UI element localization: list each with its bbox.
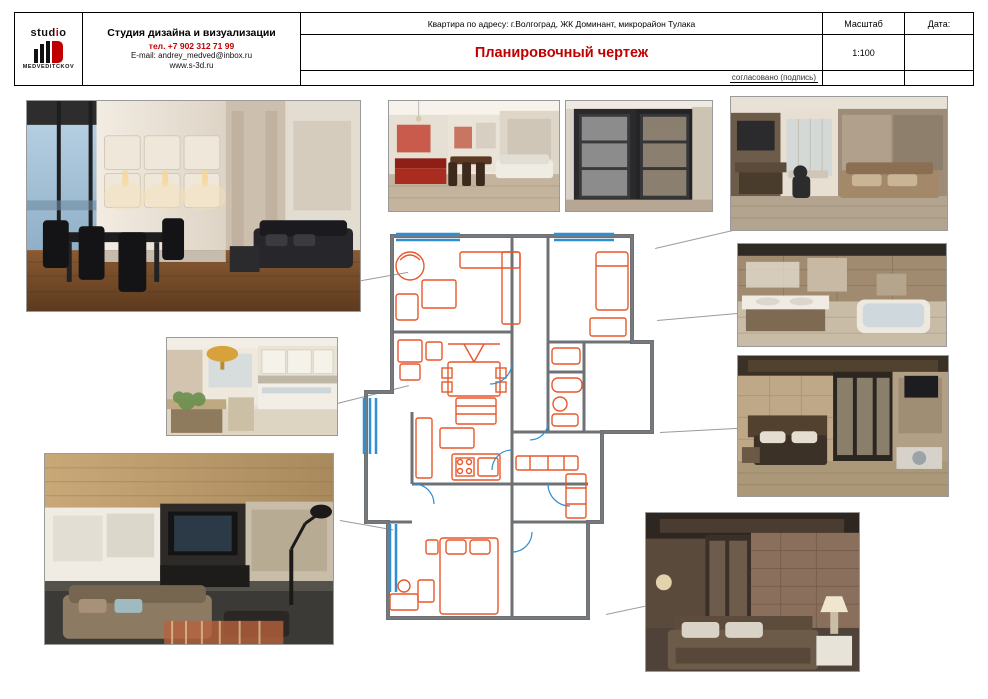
company-email: E-mail: andrey_medved@inbox.ru (130, 51, 253, 61)
date-footer (905, 71, 973, 85)
photo-master-bedroom[interactable] (737, 355, 949, 497)
drawing-title-text: Планировочный чертеж (474, 44, 649, 61)
logo-word-left: stud (30, 27, 56, 39)
scale-label: Масштаб (823, 13, 904, 35)
sofa (254, 220, 353, 268)
photo-bathroom-jacuzzi[interactable] (737, 243, 947, 347)
logo-wordmark (30, 28, 66, 39)
photo-living-dining-panorama[interactable] (26, 100, 361, 312)
date-value (905, 35, 973, 71)
scale-footer (823, 71, 904, 85)
photo-master-bedroom-image (738, 356, 948, 497)
photo-home-office-bedroom[interactable] (730, 96, 948, 231)
company-website: www.s-3d.ru (169, 61, 214, 71)
scale-value: 1:100 (823, 35, 904, 71)
approval-label: согласовано (подпись) (731, 73, 816, 82)
photo-kitchen-image (167, 338, 337, 436)
photo-home-office-bedroom-image (731, 97, 947, 231)
photo-living-room-tv[interactable] (44, 453, 334, 645)
logo-subtitle: MEDVEDITCKOV (22, 64, 75, 70)
title-main-column (301, 13, 823, 85)
logo-word-accent: i (55, 27, 60, 39)
date-label: Дата: (905, 13, 973, 35)
rug (164, 621, 283, 645)
floor-plan-drawing (352, 222, 697, 640)
logo-word-right: o (59, 27, 67, 39)
photo-sliding-doors[interactable] (565, 100, 713, 212)
scale-cell (823, 13, 905, 85)
project-address: Квартира по адресу: г.Волгоград, ЖК Доминант, микрорайон Тулака (301, 13, 822, 35)
photo-living-dining-panorama-image (27, 101, 360, 312)
studio-logo (15, 13, 83, 85)
approval-row (301, 71, 822, 85)
company-name: Студия дизайна и визуализации (107, 26, 276, 39)
photo-sliding-doors-image (566, 101, 712, 211)
company-phone: тел. +7 902 312 71 99 (148, 40, 235, 51)
photo-kitchen[interactable] (166, 337, 338, 436)
bars-logo-icon (34, 41, 63, 63)
photo-living-room-tv-image (45, 454, 333, 645)
drawing-title (301, 35, 822, 71)
date-cell (905, 13, 973, 85)
photo-dining-room[interactable] (388, 100, 560, 212)
company-info (83, 13, 301, 85)
photo-dining-room-image (389, 101, 559, 212)
photo-bathroom-jacuzzi-image (738, 244, 946, 347)
title-block (14, 12, 974, 86)
apartment-floor-plan[interactable] (352, 222, 697, 640)
